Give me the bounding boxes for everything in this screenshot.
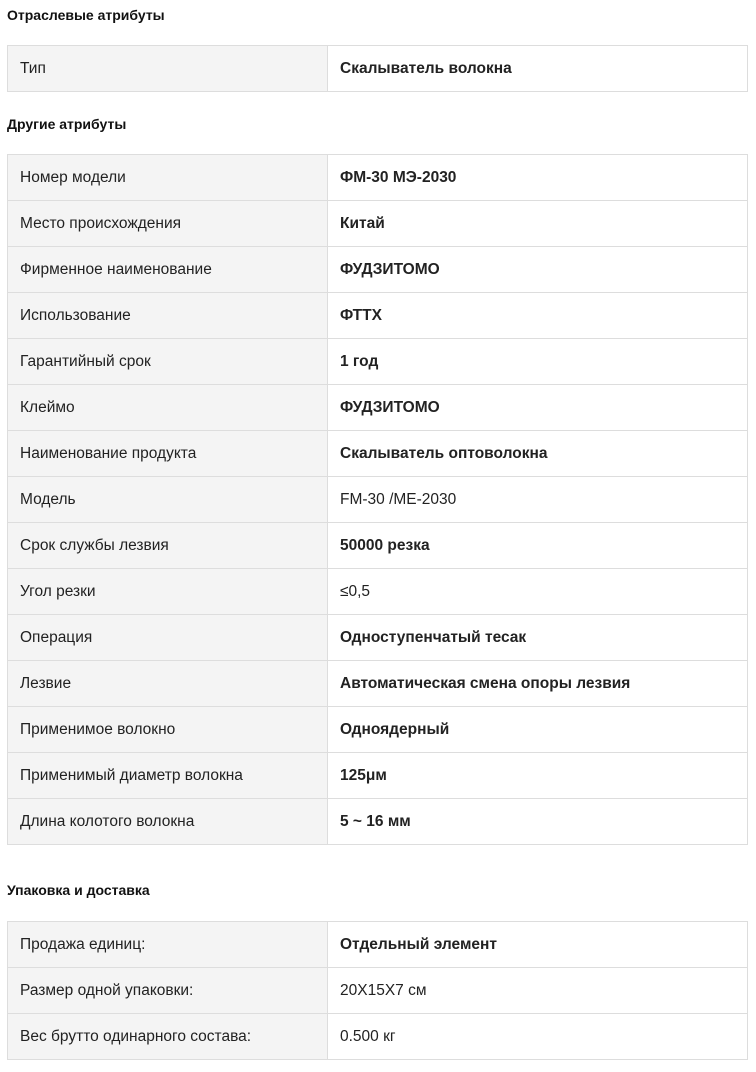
attribute-value: Одноступенчатый тесак [328, 615, 748, 661]
section-title-packaging: Упаковка и доставка [7, 882, 150, 898]
attribute-value: Автоматическая смена опоры лезвия [328, 661, 748, 707]
table-row [8, 799, 748, 845]
attribute-key: Клеймо [8, 385, 328, 431]
industry-attributes-table [7, 45, 748, 92]
table-row [8, 569, 748, 615]
attribute-key: Применимый диаметр волокна [8, 753, 328, 799]
attribute-value: Китай [328, 201, 748, 247]
table-row [8, 431, 748, 477]
table-row [8, 293, 748, 339]
attribute-value: 125μм [328, 753, 748, 799]
attribute-value: ФУДЗИТОМО [328, 385, 748, 431]
attribute-value: 20X15X7 см [328, 968, 748, 1014]
table-row [8, 922, 748, 968]
attribute-key: Угол резки [8, 569, 328, 615]
attribute-key: Вес брутто одинарного состава: [8, 1014, 328, 1060]
attribute-key: Длина колотого волокна [8, 799, 328, 845]
table-row [8, 753, 748, 799]
attribute-value: FM-30 /ME-2030 [328, 477, 748, 523]
table-row [8, 46, 748, 92]
attribute-value: ≤0,5 [328, 569, 748, 615]
attribute-key: Тип [8, 46, 328, 92]
table-row [8, 201, 748, 247]
attribute-key: Размер одной упаковки: [8, 968, 328, 1014]
attribute-value: ФМ-30 МЭ-2030 [328, 155, 748, 201]
attribute-key: Место происхождения [8, 201, 328, 247]
attribute-value: Скалыватель оптоволокна [328, 431, 748, 477]
attribute-value: ФТТХ [328, 293, 748, 339]
attribute-value: 5 ~ 16 мм [328, 799, 748, 845]
table-row [8, 661, 748, 707]
attribute-value: Одноядерный [328, 707, 748, 753]
attribute-key: Использование [8, 293, 328, 339]
attribute-value: Отдельный элемент [328, 922, 748, 968]
table-row [8, 1014, 748, 1060]
table-row [8, 707, 748, 753]
attribute-key: Лезвие [8, 661, 328, 707]
table-row [8, 477, 748, 523]
attribute-key: Наименование продукта [8, 431, 328, 477]
attribute-value: 50000 резка [328, 523, 748, 569]
attribute-key: Срок службы лезвия [8, 523, 328, 569]
attribute-key: Фирменное наименование [8, 247, 328, 293]
attribute-key: Продажа единиц: [8, 922, 328, 968]
attribute-key: Применимое волокно [8, 707, 328, 753]
attribute-value: ФУДЗИТОМО [328, 247, 748, 293]
table-row [8, 385, 748, 431]
packaging-attributes-table [7, 921, 748, 1060]
table-row [8, 155, 748, 201]
other-attributes-table [7, 154, 748, 845]
table-row [8, 247, 748, 293]
table-row [8, 968, 748, 1014]
section-title-other: Другие атрибуты [7, 116, 127, 132]
attribute-key: Гарантийный срок [8, 339, 328, 385]
attribute-key: Номер модели [8, 155, 328, 201]
table-row [8, 523, 748, 569]
attribute-key: Операция [8, 615, 328, 661]
table-row [8, 339, 748, 385]
attribute-key: Модель [8, 477, 328, 523]
table-row [8, 615, 748, 661]
section-title-industry: Отраслевые атрибуты [7, 7, 165, 23]
attribute-value: 1 год [328, 339, 748, 385]
attribute-value: 0.500 кг [328, 1014, 748, 1060]
attribute-value: Скалыватель волокна [328, 46, 748, 92]
